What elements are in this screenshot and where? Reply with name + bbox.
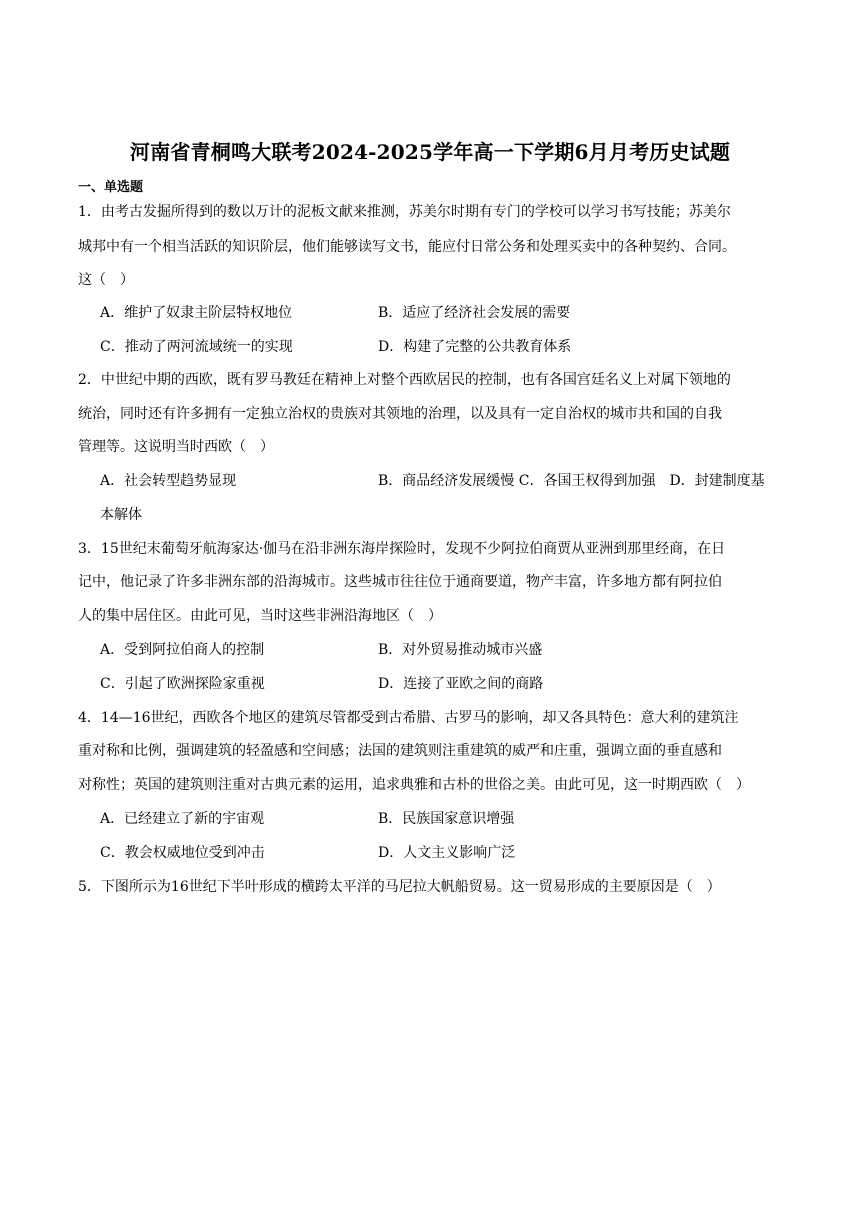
question-2-line-2: 统治，同时还有许多拥有一定独立治权的贵族对其领地的治理，以及具有一定自治权的城市共和国的自我 [78, 406, 722, 422]
question-1-line-1: 1．由考古发掘所得到的数以万计的泥板文献来推测，苏美尔时期有专门的学校可以学习书写技能；苏美尔 [78, 204, 731, 220]
question-3-line-1: 3．15世纪末葡萄牙航海家达·伽马在沿非洲东海岸探险时，发现不少阿拉伯商贾从亚洲到那里经商，在日 [78, 541, 726, 557]
question-4-option-b: B．民族国家意识增强 [378, 811, 515, 827]
question-3-option-a: A．受到阿拉伯商人的控制 [100, 642, 265, 658]
question-2-option-bcd: B．商品经济发展缓慢 C．各国王权得到加强 D．封建制度基 [378, 473, 765, 489]
question-1-line-2: 城邦中有一个相当活跃的知识阶层，他们能够读写文书，能应付日常公务和处理买卖中的各种契约、合同。 [78, 239, 736, 255]
question-4-line-2: 重对称和比例，强调建筑的轻盈感和空间感；法国的建筑则注重建筑的威严和庄重，强调立面的垂直感和 [78, 743, 722, 759]
question-2-option-d-continued: 本解体 [100, 507, 142, 523]
question-4-option-c: C．教会权威地位受到冲击 [100, 845, 265, 861]
question-4-option-d: D．人文主义影响广泛 [378, 845, 516, 861]
question-1-option-b: B．适应了经济社会发展的需要 [378, 305, 571, 321]
question-4-line-1: 4．14—16世纪，西欧各个地区的建筑尽管都受到古希腊、古罗马的影响，却又各具特色：意大利的建筑注 [78, 710, 739, 726]
question-4-line-3: 对称性；英国的建筑则注重对古典元素的运用，追求典雅和古朴的世俗之美。由此可见，这一时期西欧（ ） [78, 777, 750, 793]
question-3-option-b: B．对外贸易推动城市兴盛 [378, 642, 543, 658]
question-4-option-a: A．已经建立了新的宇宙观 [100, 811, 265, 827]
question-1-option-c: C．推动了两河流域统一的实现 [100, 339, 293, 355]
question-1-line-3: 这（ ） [78, 272, 134, 288]
question-3-option-d: D．连接了亚欧之间的商路 [378, 676, 544, 692]
question-3-line-3: 人的集中居住区。由此可见，当时这些非洲沿海地区（ ） [78, 608, 442, 624]
question-1-option-a: A．维护了奴隶主阶层特权地位 [100, 305, 293, 321]
question-3-option-c: C．引起了欧洲探险家重视 [100, 676, 265, 692]
question-5-line-1: 5．下图所示为16世纪下半叶形成的横跨太平洋的马尼拉大帆船贸易。这一贸易形成的主要原因是（ ） [78, 879, 721, 895]
page-title: 河南省青桐鸣大联考2024-2025学年高一下学期6月月考历史试题 [129, 140, 731, 164]
question-2-option-a: A．社会转型趋势显现 [100, 473, 237, 489]
question-2-line-1: 2．中世纪中期的西欧，既有罗马教廷在精神上对整个西欧居民的控制，也有各国宫廷名义上对属下领地的 [78, 372, 731, 388]
section-heading: 一、单选题 [78, 180, 144, 195]
question-1-option-d: D．构建了完整的公共教育体系 [378, 339, 572, 355]
question-3-line-2: 记中，他记录了许多非洲东部的沿海城市。这些城市往往位于通商要道，物产丰富，许多地方都有阿拉伯 [78, 574, 722, 590]
question-2-line-3: 管理等。这说明当时西欧（ ） [78, 439, 274, 455]
